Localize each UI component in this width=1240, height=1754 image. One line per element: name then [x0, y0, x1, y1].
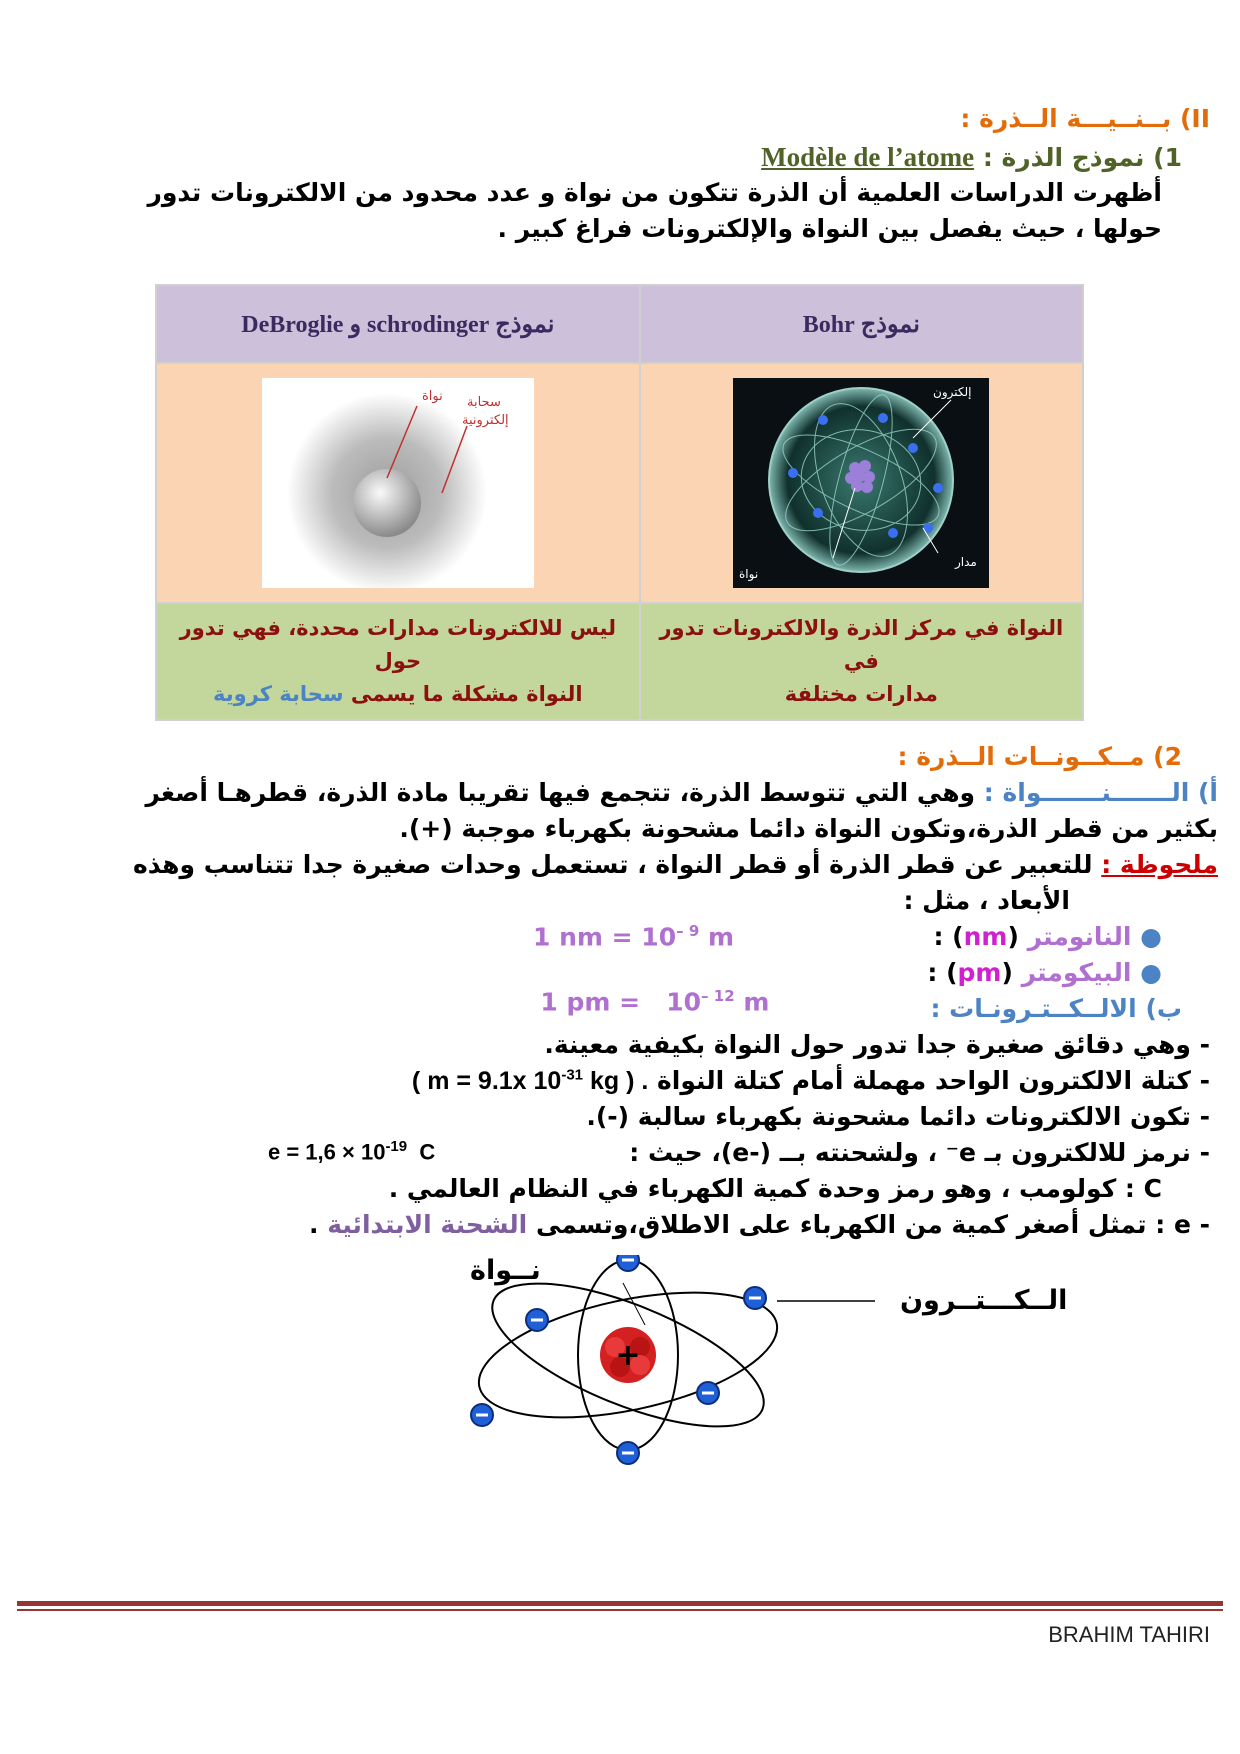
model-paragraph-line-1: أظهرت الدراسات العلمية أن الذرة تتكون من نواة و عدد محدود من الالكترونات تدور — [147, 178, 1162, 207]
electrons-label: ب) الالــكــتـرونـات : — [930, 994, 1182, 1023]
picometer-symbol: pm — [957, 958, 1002, 987]
bohr-image-cell — [640, 363, 1083, 603]
nanometer-item: ● النانومتر (nm) : — [933, 922, 1162, 951]
charge-unit: C — [419, 1139, 436, 1165]
cloud-label-2: إلكترونية — [461, 413, 509, 428]
nanometer-symbol: nm — [963, 922, 1008, 951]
diagram-nucleus — [600, 1327, 656, 1383]
nanometer-value — [533, 922, 734, 951]
section-number: II) — [1179, 104, 1210, 133]
bohr-nucleus-label: نواة — [739, 567, 759, 581]
electron-mass-text: - كتلة الالكترون الواحد مهملة أمام كتلة النواة — [657, 1066, 1210, 1095]
electrons-line-1: - وهي دقائق صغيرة جدا تدور حول النواة بكيفية معينة. — [544, 1030, 1210, 1059]
nanometer-name: النانومتر — [1027, 922, 1132, 951]
atom-models-table — [155, 284, 1084, 721]
footer-author: BRAHIM TAHIRI — [1048, 1622, 1210, 1647]
nm-unit: m — [707, 922, 735, 952]
components-heading — [898, 742, 1182, 771]
diagram-nucleus-label: نــواة — [470, 1255, 541, 1286]
electrons-line-3: - تكون الالكترونات دائما مشحونة بكهرباء سالبة (-). — [586, 1102, 1210, 1131]
schrodinger-desc-line-1: ليس للالكترونات مدارات محددة، فهي تدور حول — [179, 616, 617, 673]
note-line-1 — [133, 850, 1218, 879]
schrodinger-header: نموذج schrodinger و DeBroglie — [156, 285, 640, 363]
line-6-end: . — [308, 1210, 319, 1239]
note-line-2: الأبعاد ، مثل : — [903, 886, 1070, 915]
electrons-line-5: C : كولومب ، وهو رمز وحدة كمية الكهرباء في النظام العالمي . — [388, 1174, 1162, 1203]
pm-exponent: – 12 — [701, 987, 735, 1005]
nm-exponent: – 9 — [676, 922, 700, 940]
charge-formula-base: e = 1,6 × 10 — [268, 1139, 386, 1165]
section-heading — [960, 104, 1210, 133]
bohr-description — [640, 603, 1083, 720]
charge-exponent: -19 — [385, 1138, 408, 1155]
mass-unit: kg ) . — [589, 1067, 649, 1095]
bohr-desc-line-1: النواة في مركز الذرة والالكترونات تدور في — [659, 616, 1064, 673]
components-number: 2) — [1153, 742, 1182, 771]
picometer-item: ● البيكومتر (pm) : — [927, 958, 1162, 987]
electron-cloud-image — [262, 378, 534, 588]
model-heading — [761, 142, 1182, 173]
elementary-charge-term: الشحنة الابتدائية — [327, 1210, 528, 1239]
model-title-ar: نموذج الذرة : — [982, 143, 1145, 172]
electrons-line-4: - نرمز للالكترون بـ e⁻ ، ولشحنته بــ (-e)، حيث : — [629, 1138, 1210, 1167]
spherical-cloud-term: سحابة كروية — [213, 682, 344, 706]
bohr-desc-line-2: مدارات مختلفة — [784, 682, 938, 706]
schrodinger-description — [156, 603, 640, 720]
atom-diagram — [455, 1255, 895, 1470]
picometer-name: البيكومتر — [1021, 958, 1132, 987]
model-paragraph-line-2: حولها ، حيث يفصل بين النواة والإلكترونات فراغ كبير . — [497, 214, 1162, 243]
nucleus-paragraph-line-2: بكثير من قطر الذرة،وتكون النواة دائما مشحونة بكهرباء موجبة (+). — [399, 814, 1218, 843]
elementary-charge-text: - e : تمثل أصغر كمية من الكهرباء على الاطلاق،وتسمى — [535, 1210, 1210, 1239]
nucleus-paragraph-line-1 — [146, 778, 1219, 807]
model-number: 1) — [1153, 143, 1182, 172]
electrons-line-2 — [412, 1066, 1210, 1096]
bohr-orbit-label: مدار — [955, 555, 978, 569]
cloud-label-1: سحابة — [466, 395, 501, 410]
svg-text:+: + — [615, 1338, 641, 1373]
footer-rule-thick — [17, 1601, 1223, 1606]
model-title-fr: Modèle de l’atome — [761, 142, 975, 172]
schrodinger-desc-line-2: النواة مشكلة ما يسمى — [350, 682, 583, 706]
schrodinger-image-cell — [156, 363, 640, 603]
pm-value-text: 1 pm = 10 — [540, 987, 702, 1017]
diagram-electron-label: الــكـــتــرون — [900, 1285, 1068, 1316]
nucleus-text-1: وهي التي تتوسط الذرة، تتجمع فيها تقريبا مادة الذرة، قطرهـا أصغر — [145, 778, 976, 807]
pm-unit: m — [743, 987, 770, 1017]
mass-exponent: -31 — [561, 1066, 584, 1084]
bohr-header: نموذج Bohr — [640, 285, 1083, 363]
bohr-electron-label: إلكترون — [933, 385, 972, 399]
picometer-value — [523, 958, 769, 1016]
footer-rule-thin — [17, 1609, 1223, 1611]
note-text-1: للتعبير عن قطر الذرة أو قطر النواة ، تستعمل وحدات صغيرة جدا تتناسب وهذه — [132, 850, 1093, 879]
cloud-nucleus-label: نواة — [421, 389, 443, 404]
components-title: مــكــونــات الــذرة : — [897, 742, 1145, 771]
bohr-atom-image — [733, 378, 989, 588]
mass-formula-base: ( m = 9.1x 10 — [411, 1067, 562, 1095]
note-label: ملحوظة : — [1101, 850, 1218, 879]
section-title: بــنــيـــة الــذرة : — [960, 104, 1172, 133]
nm-value-text: 1 nm = 10 — [533, 922, 677, 952]
electron-mass-formula — [412, 1067, 648, 1095]
electrons-line-6 — [309, 1210, 1210, 1239]
elementary-charge-formula — [268, 1138, 435, 1165]
nucleus-label: أ) الـــــــنـــــــواة : — [983, 778, 1218, 807]
